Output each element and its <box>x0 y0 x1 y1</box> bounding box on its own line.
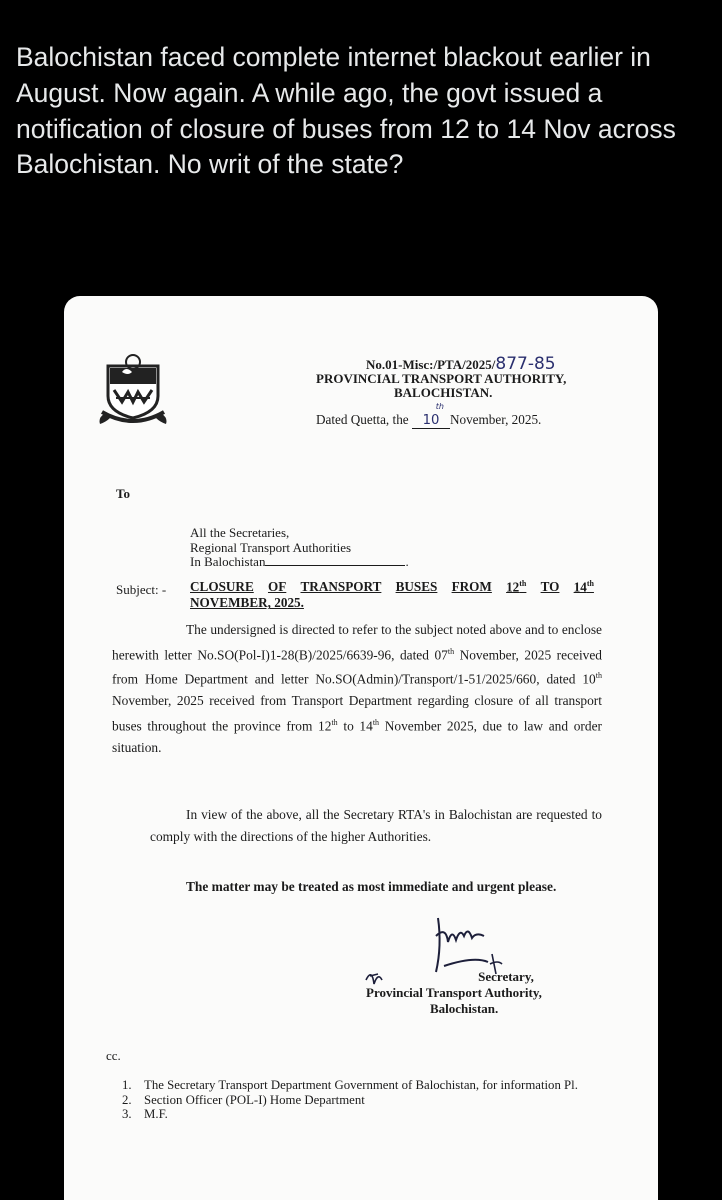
signatory-title: Secretary, <box>478 969 534 984</box>
date-suffix: November, 2025. <box>449 412 542 427</box>
cc-label: cc. <box>106 1048 121 1063</box>
cc-item: 1. The Secretary Transport Department Government of Balochistan, for information Pl. <box>122 1078 578 1092</box>
balochistan-emblem-icon <box>92 352 174 434</box>
date-prefix: Dated Quetta, the <box>316 412 409 427</box>
signatory-authority: Provincial Transport Authority, <box>366 985 542 1000</box>
notification-letter <box>64 296 658 1200</box>
handwritten-day-suffix: th <box>435 402 444 411</box>
subject-title: CLOSURE OF TRANSPORT BUSES FROM 12th TO 14th NOVEMBER, 2025. <box>190 579 594 611</box>
authority-name: PROVINCIAL TRANSPORT AUTHORITY, <box>316 371 567 386</box>
authority-province: BALOCHISTAN. <box>394 385 493 400</box>
paragraph-3: The matter may be treated as most immediate and urgent please. <box>186 879 557 894</box>
attached-document-image[interactable] <box>64 296 658 1200</box>
cc-item: 3. M.F. <box>122 1107 168 1121</box>
cc-list <box>122 1078 614 1122</box>
subject-label: Subject: - <box>116 582 167 597</box>
signatory-province: Balochistan. <box>430 1001 499 1016</box>
subject-line-2: NOVEMBER, 2025. <box>190 595 304 611</box>
paragraph-2: In view of the above, all the Secretary RTA's in Balochistan are requested to comply with the directions of the higher Authorities. <box>150 807 602 844</box>
addressee-line: In Balochistan <box>190 554 266 569</box>
handwritten-day: 10 <box>422 413 440 428</box>
to-label: To <box>116 486 130 501</box>
addressee-line: Regional Transport Authorities <box>190 539 352 555</box>
reference-number: No.01-Misc:/PTA/2025/ <box>366 357 496 372</box>
handwritten-dispatch-number: 877-85 <box>495 354 556 374</box>
cc-item: 2. Section Officer (POL-I) Home Department <box>122 1092 365 1107</box>
letter-date <box>316 402 542 429</box>
tweet-text: Balochistan faced complete internet blackout earlier in August. Now again. A while ago, the govt issued a notification of closure of buses from 12 to 14 Nov across Balochistan. No writ of the state? <box>16 42 676 180</box>
paragraph-1: The undersigned is directed to refer to the subject noted above and to enclose herewith letter No.SO(Pol-I)1-28(B)/2025/6639-96, dated 07th November, 2025 received from Home Department and letter No.SO(Admin)/Transport/1-51/2025/660, dated 10th November, 2025 received from Transport Department regarding closure of all transport buses throughout the province from 12th to 14th November 2025, due to law and order situation. <box>112 622 603 755</box>
addressee-block: All the Secretaries, Regional Transport Authorities In Balochistan . <box>190 525 409 569</box>
addressee-line: All the Secretaries, <box>190 525 290 540</box>
